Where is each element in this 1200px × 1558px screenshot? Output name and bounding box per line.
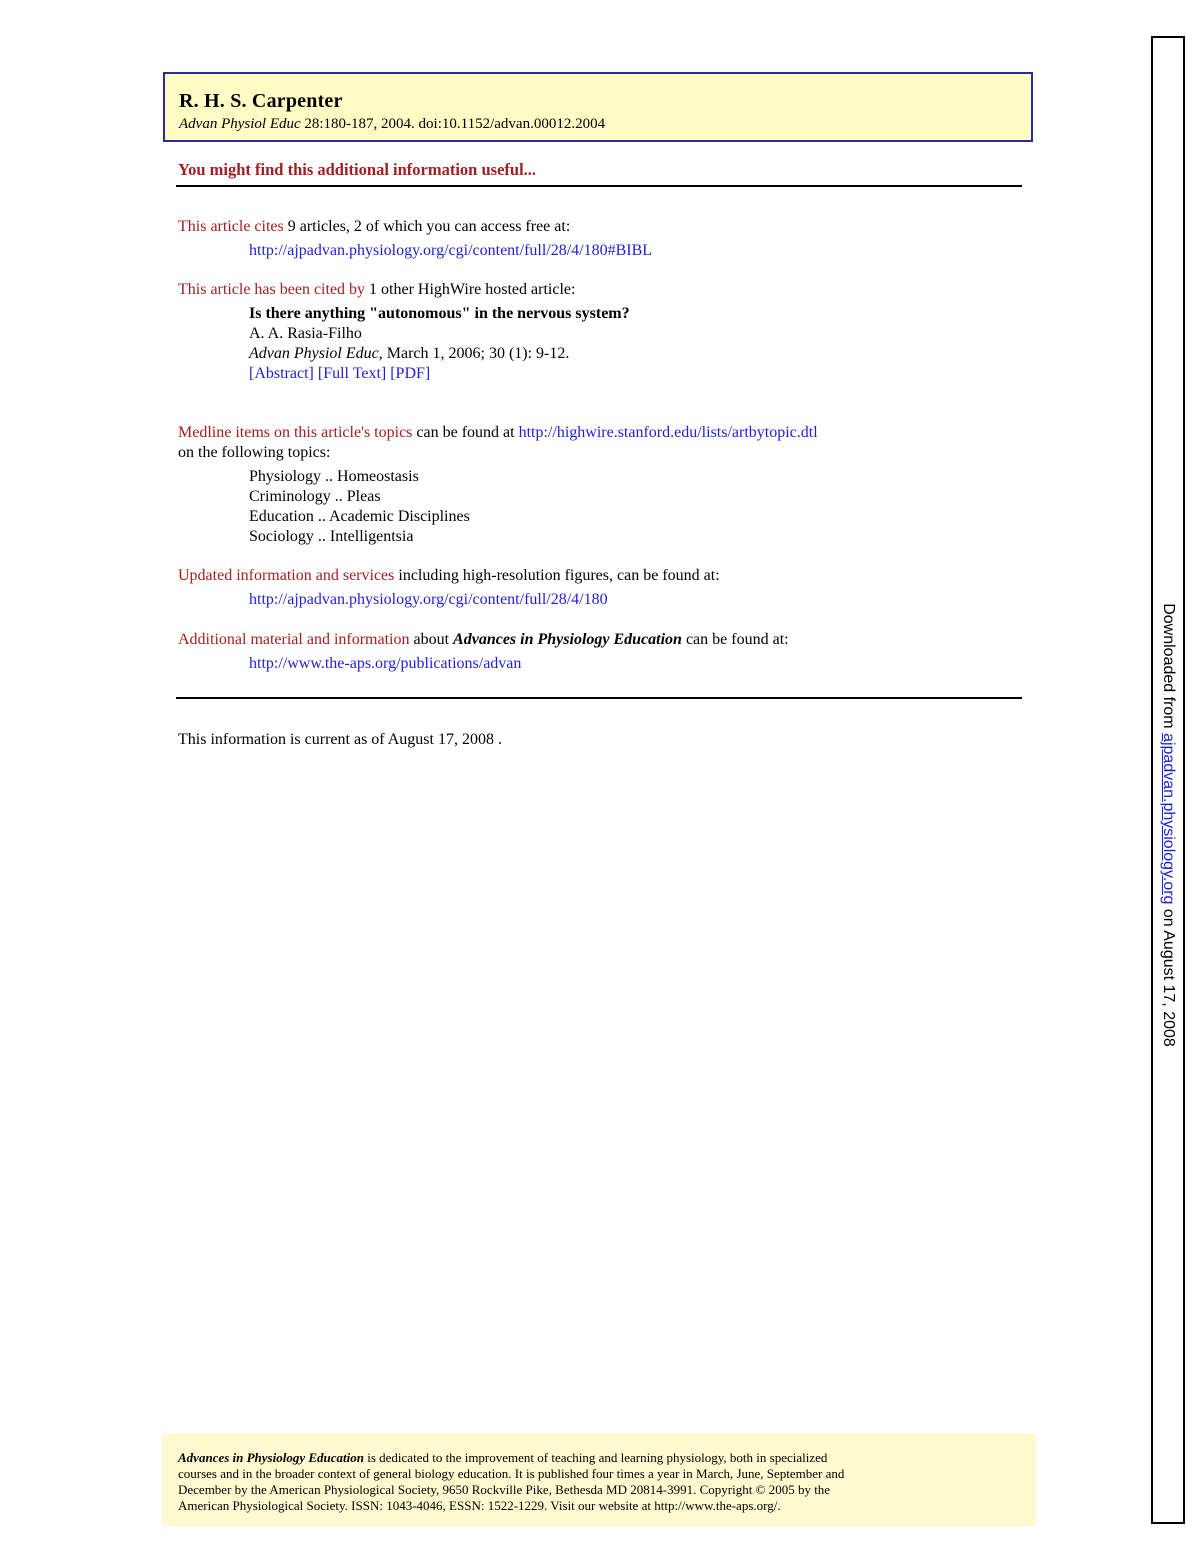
intro-heading: You might find this additional information useful... — [178, 160, 537, 179]
footer-journal: Advances in Physiology Education — [178, 1450, 364, 1465]
citing-journal: Advan Physiol Educ, — [249, 345, 383, 362]
footer-line-4: American Physiological Society. ISSN: 1043-4046, ESSN: 1522-1229. Visit our website at http://www.the-aps.org/. — [178, 1498, 781, 1513]
top-divider — [176, 185, 1022, 187]
cites-label: This article cites — [178, 218, 284, 235]
updated-text: including high-resolution figures, can be found at: — [394, 567, 720, 584]
citing-date: March 1, 2006; 30 (1): 9-12. — [382, 345, 570, 362]
additional-text-before: about — [409, 631, 454, 648]
updated-link[interactable]: http://ajpadvan.physiology.org/cgi/content/full/28/4/180 — [249, 591, 608, 608]
cited-by-line — [178, 281, 575, 299]
topic-item: Physiology .. Homeostasis — [249, 468, 419, 485]
sidebar-prefix: Downloaded from — [1160, 603, 1177, 734]
footer-line-2: courses and in the broader context of general biology education. It is published four times a year in March, June, September and — [178, 1466, 845, 1481]
updated-line — [178, 567, 720, 585]
citing-article-title: Is there anything "autonomous" in the nervous system? — [249, 305, 630, 322]
citation-line — [179, 116, 605, 133]
additional-label: Additional material and information — [178, 631, 410, 648]
citing-article-source — [249, 345, 569, 363]
cited-by-text: 1 other HighWire hosted article: — [365, 281, 576, 298]
topic-item: Sociology .. Intelligentsia — [249, 528, 414, 545]
cites-line — [178, 218, 570, 236]
citing-article-links — [249, 365, 430, 383]
author-name: R. H. S. Carpenter — [179, 90, 343, 112]
footer-line-1-rest: is dedicated to the improvement of teaching and learning physiology, both in specialized — [363, 1450, 828, 1465]
medline-link[interactable]: http://highwire.stanford.edu/lists/artbytopic.dtl — [518, 424, 818, 441]
additional-link[interactable]: http://www.the-aps.org/publications/advan — [249, 655, 522, 672]
sidebar-link[interactable]: ajpadvan.physiology.org — [1160, 733, 1177, 905]
medline-line — [178, 424, 818, 442]
footer-line-1 — [178, 1450, 1020, 1466]
medline-text: can be found at — [412, 424, 519, 441]
pdf-link[interactable]: [PDF] — [390, 365, 431, 382]
topic-item: Criminology .. Pleas — [249, 488, 381, 505]
cited-by-label: This article has been cited by — [178, 281, 366, 298]
medline-label: Medline items on this article's topics — [178, 424, 413, 441]
sidebar-text — [1159, 603, 1177, 1047]
header-box — [163, 72, 1033, 142]
footer-box — [162, 1434, 1036, 1526]
download-sidebar — [1151, 36, 1185, 1524]
citing-article-author: A. A. Rasia-Filho — [249, 325, 362, 342]
cites-text: 9 articles, 2 of which you can access free at: — [283, 218, 571, 235]
bottom-divider — [176, 697, 1022, 699]
cites-link[interactable]: http://ajpadvan.physiology.org/cgi/content/full/28/4/180#BIBL — [249, 242, 653, 259]
sidebar-suffix: on August 17, 2008 — [1160, 904, 1177, 1047]
additional-journal: Advances in Physiology Education — [453, 631, 682, 648]
updated-label: Updated information and services — [178, 567, 395, 584]
current-as-of: This information is current as of August 17, 2008 . — [178, 731, 502, 748]
medline-topics-intro: on the following topics: — [178, 444, 331, 461]
full-text-link[interactable]: [Full Text] — [317, 365, 387, 382]
topic-item: Education .. Academic Disciplines — [249, 508, 470, 525]
additional-line — [178, 631, 789, 649]
citation-details: 28:180-187, 2004. doi:10.1152/advan.00012.2004 — [300, 116, 606, 132]
journal-abbrev: Advan Physiol Educ — [179, 116, 301, 132]
additional-text-after: can be found at: — [681, 631, 789, 648]
footer-line-3: December by the American Physiological Society, 9650 Rockville Pike, Bethesda MD 20814-3991. Copyright © 2005 by the — [178, 1482, 831, 1497]
abstract-link[interactable]: [Abstract] — [249, 365, 314, 382]
